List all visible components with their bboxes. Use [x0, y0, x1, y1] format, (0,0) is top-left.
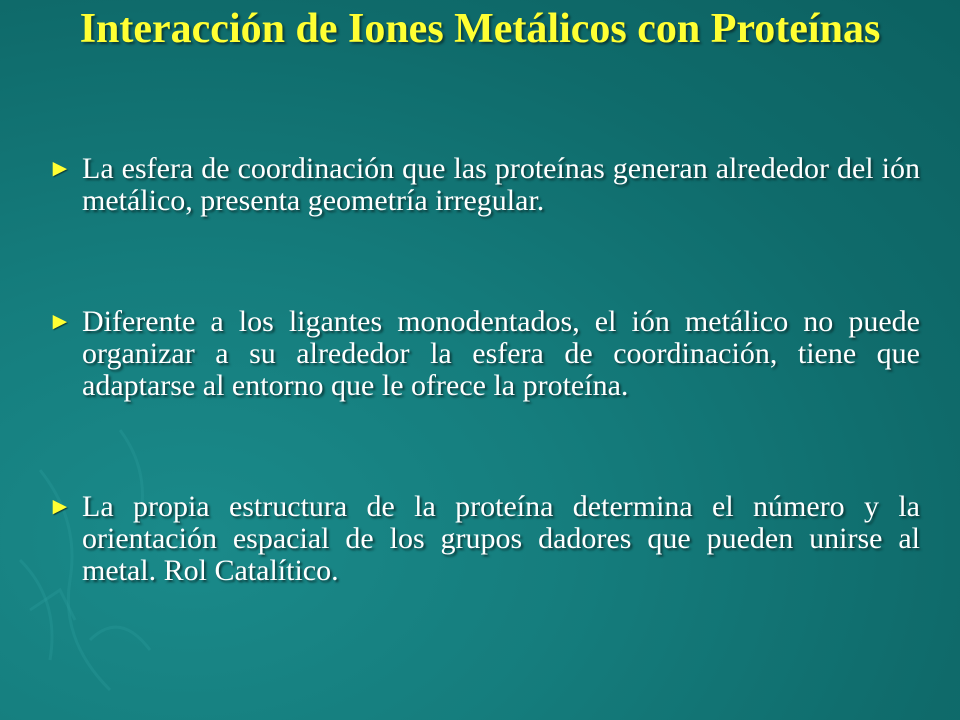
- bullet-list: [48, 153, 920, 587]
- bullet-item: [48, 153, 920, 217]
- bullet-text: Diferente a los ligantes monodentados, el ión metálico no puede organizar a su alrededor la esfera de coordinación, tiene que adaptarse al entorno que le ofrece la proteína.: [82, 305, 920, 402]
- bullet-text: La esfera de coordinación que las proteínas generan alrededor del ión metálico, presenta geometría irregular.: [82, 152, 920, 217]
- bullet-item: [48, 306, 920, 402]
- triangle-right-icon: ►: [48, 494, 72, 520]
- bullet-item: [48, 491, 920, 587]
- bullet-text: La propia estructura de la proteína determina el número y la orientación espacial de los grupos dadores que pueden unirse al metal. Rol Catalítico.: [82, 490, 920, 587]
- triangle-right-icon: ►: [48, 309, 72, 335]
- slide-title: Interacción de Iones Metálicos con Proteínas: [79, 6, 881, 52]
- triangle-right-icon: ►: [48, 156, 72, 182]
